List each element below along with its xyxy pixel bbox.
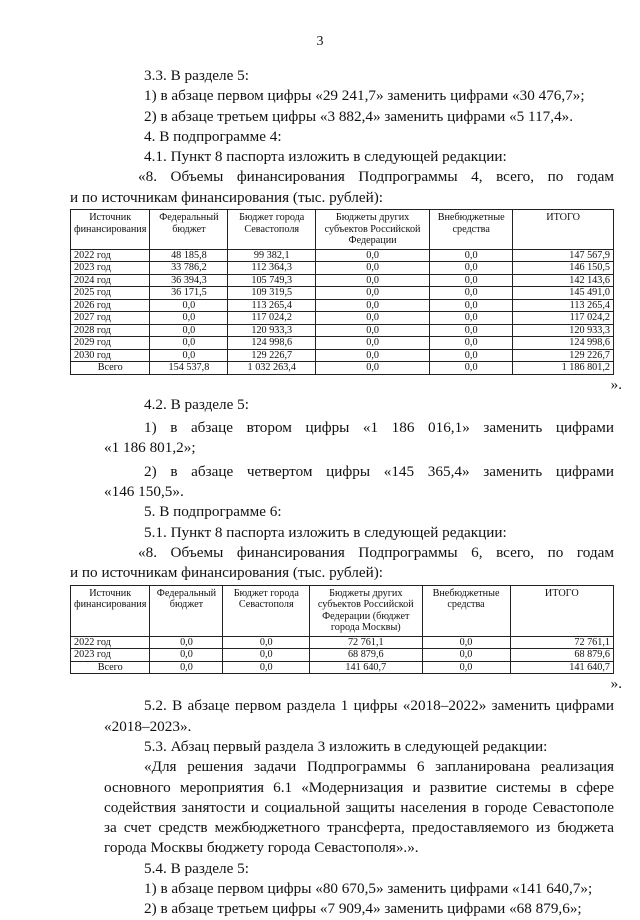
- table-cell: 1 186 801,2: [513, 362, 614, 375]
- table-cell: 124 998,6: [228, 337, 316, 350]
- section-4-2-item-2-cont: «146 150,5».: [104, 483, 184, 501]
- table-cell: 0,0: [150, 661, 223, 674]
- table2-caption-line2: и по источникам финансирования (тыс. рублей):: [70, 564, 384, 582]
- table-row: [71, 349, 614, 362]
- table-cell: 0,0: [150, 649, 223, 662]
- table-cell: 0,0: [223, 649, 310, 662]
- table-cell: 109 319,5: [228, 287, 316, 300]
- table-cell: 0,0: [316, 337, 430, 350]
- section-5-3-quote: «Для решения задачи Подпрограммы 6 запланирована реализация основного мероприятия 6.1 «Модернизация и развитие системы в сфере содействия занятости и социальной защиты населения в городе Севастополе за счет средств межбюджетного трансферта, предоставляемого из бюджета города Москвы бюджету города Севастополя».».: [104, 758, 614, 857]
- table-cell: 0,0: [316, 249, 430, 262]
- table-row: [71, 274, 614, 287]
- table-cell: 1 032 263,4: [228, 362, 316, 375]
- table-cell: 2027 год: [71, 312, 150, 325]
- funding-table-subprogram-6: [70, 585, 614, 675]
- table-cell: 2023 год: [71, 262, 150, 275]
- section-4-2-item-1: 1) в абзаце втором цифры «1 186 016,1» заменить цифрами: [144, 419, 614, 437]
- table-cell: 72 761,1: [510, 636, 613, 649]
- table-cell: 0,0: [223, 636, 310, 649]
- table-row: [71, 287, 614, 300]
- table-cell: 72 761,1: [310, 636, 422, 649]
- table-cell: 0,0: [150, 299, 228, 312]
- section-4-2: 4.2. В разделе 5:: [144, 395, 249, 413]
- table-header-cell: Бюджеты других субъектов Российской Федерации (бюджет города Москвы): [310, 585, 422, 636]
- table-cell: 0,0: [316, 349, 430, 362]
- document-body: [70, 66, 622, 920]
- table-row: [71, 636, 614, 649]
- table-cell: 124 998,6: [513, 337, 614, 350]
- table-cell: 99 382,1: [228, 249, 316, 262]
- page-number: 3: [316, 34, 324, 49]
- table-cell: 36 171,5: [150, 287, 228, 300]
- table-cell: 112 364,3: [228, 262, 316, 275]
- table-cell: 2030 год: [71, 349, 150, 362]
- table-cell: 0,0: [223, 661, 310, 674]
- section-4-1: 4.1. Пункт 8 паспорта изложить в следующей редакции:: [144, 148, 507, 166]
- table-cell: 0,0: [316, 287, 430, 300]
- section-3-3-item-2: 2) в абзаце третьем цифры «3 882,4» заменить цифрами «5 117,4».: [144, 107, 574, 125]
- table-cell: 0,0: [430, 274, 513, 287]
- table-header-cell: ИТОГО: [510, 585, 613, 636]
- table-cell: 0,0: [430, 337, 513, 350]
- table-cell: 0,0: [150, 337, 228, 350]
- table-cell: 68 879,6: [310, 649, 422, 662]
- table-cell: 33 786,2: [150, 262, 228, 275]
- table-cell: 113 265,4: [513, 299, 614, 312]
- table-cell: 0,0: [422, 649, 510, 662]
- table-header-cell: Бюджет города Севастополя: [223, 585, 310, 636]
- table-cell: 129 226,7: [228, 349, 316, 362]
- section-5-2: 5.2. В абзаце первом раздела 1 цифры «2018–2022» заменить цифрами «2018–2023».: [104, 697, 614, 735]
- table-cell: 2029 год: [71, 337, 150, 350]
- table-cell: 0,0: [430, 312, 513, 325]
- table-cell: 147 567,9: [513, 249, 614, 262]
- table-cell: Всего: [71, 661, 150, 674]
- table-cell: 154 537,8: [150, 362, 228, 375]
- section-5: 5. В подпрограмме 6:: [144, 503, 282, 521]
- table-cell: 0,0: [430, 362, 513, 375]
- table-header-cell: Бюджет города Севастополя: [228, 210, 316, 250]
- funding-table-subprogram-4: [70, 209, 614, 375]
- table-cell: Всего: [71, 362, 150, 375]
- table-header-cell: Федеральный бюджет: [150, 210, 228, 250]
- table-cell: 2022 год: [71, 249, 150, 262]
- section-5-4-item-2: 2) в абзаце третьем цифры «7 909,4» заменить цифрами «68 879,6»;: [144, 900, 582, 918]
- table-cell: 2023 год: [71, 649, 150, 662]
- table-cell: 0,0: [150, 349, 228, 362]
- table-cell: 0,0: [316, 274, 430, 287]
- table1-caption-line1: «8. Объемы финансирования Подпрограммы 4, всего, по годам: [138, 168, 614, 186]
- table-cell: 0,0: [430, 262, 513, 275]
- table-cell: 2022 год: [71, 636, 150, 649]
- table-cell: 0,0: [316, 312, 430, 325]
- table-header-row: [71, 585, 614, 636]
- table-row: [71, 249, 614, 262]
- table-cell: 0,0: [150, 324, 228, 337]
- table-cell: 120 933,3: [513, 324, 614, 337]
- table-cell: 0,0: [422, 661, 510, 674]
- table-cell: 117 024,2: [228, 312, 316, 325]
- table-cell: 0,0: [316, 324, 430, 337]
- table-cell: 0,0: [430, 249, 513, 262]
- section-3-3-item-1: 1) в абзаце первом цифры «29 241,7» заменить цифрами «30 476,7»;: [144, 87, 585, 105]
- table-row: [71, 312, 614, 325]
- table-cell: 141 640,7: [510, 661, 613, 674]
- table-header-cell: Источник финансирования: [71, 210, 150, 250]
- section-5-4: 5.4. В разделе 5:: [144, 859, 249, 877]
- section-5-4-item-1: 1) в абзаце первом цифры «80 670,5» заменить цифрами «141 640,7»;: [144, 880, 593, 898]
- table-cell: 0,0: [430, 324, 513, 337]
- table-cell: 0,0: [316, 362, 430, 375]
- table-cell: 113 265,4: [228, 299, 316, 312]
- table-cell: 2024 год: [71, 274, 150, 287]
- table-header-cell: Внебюджетные средства: [422, 585, 510, 636]
- table-row: [71, 262, 614, 275]
- table1-close-mark: ».: [610, 375, 622, 393]
- table-cell: 0,0: [430, 349, 513, 362]
- table-cell: 0,0: [430, 299, 513, 312]
- table-cell: 129 226,7: [513, 349, 614, 362]
- table-cell: 146 150,5: [513, 262, 614, 275]
- table2-caption-line1: «8. Объемы финансирования Подпрограммы 6, всего, по годам: [138, 543, 614, 561]
- table-cell: 0,0: [422, 636, 510, 649]
- table-cell: 0,0: [316, 299, 430, 312]
- table-cell: 0,0: [316, 262, 430, 275]
- table-row: [71, 299, 614, 312]
- table1-caption-line2: и по источникам финансирования (тыс. рублей):: [70, 188, 384, 206]
- table-cell: 117 024,2: [513, 312, 614, 325]
- table-header-cell: Федеральный бюджет: [150, 585, 223, 636]
- table-cell: 0,0: [150, 312, 228, 325]
- table-header-cell: Бюджеты других субъектов Российской Федерации: [316, 210, 430, 250]
- table-header-cell: ИТОГО: [513, 210, 614, 250]
- section-4: 4. В подпрограмме 4:: [144, 127, 282, 145]
- table2-close-mark: ».: [610, 675, 622, 693]
- table-cell: 48 185,8: [150, 249, 228, 262]
- table-cell: 105 749,3: [228, 274, 316, 287]
- table-cell: 0,0: [150, 636, 223, 649]
- table-cell: 145 491,0: [513, 287, 614, 300]
- table-cell: 0,0: [430, 287, 513, 300]
- table-cell: 120 933,3: [228, 324, 316, 337]
- table-cell: 68 879,6: [510, 649, 613, 662]
- section-4-2-item-2: 2) в абзаце четвертом цифры «145 365,4» заменить цифрами: [144, 462, 614, 480]
- table-row: [71, 649, 614, 662]
- section-5-1: 5.1. Пункт 8 паспорта изложить в следующей редакции:: [144, 523, 507, 541]
- section-3-3: 3.3. В разделе 5:: [144, 67, 249, 84]
- table-cell: 36 394,3: [150, 274, 228, 287]
- table-cell: 141 640,7: [310, 661, 422, 674]
- table-header-cell: Внебюджетные средства: [430, 210, 513, 250]
- table-row: [71, 661, 614, 674]
- section-5-3: 5.3. Абзац первый раздела 3 изложить в следующей редакции:: [144, 737, 548, 755]
- table-row: [71, 324, 614, 337]
- section-4-2-item-1-cont: «1 186 801,2»;: [104, 439, 196, 457]
- table-cell: 2026 год: [71, 299, 150, 312]
- table-cell: 2025 год: [71, 287, 150, 300]
- table-cell: 2028 год: [71, 324, 150, 337]
- table-row: [71, 337, 614, 350]
- table-cell: 142 143,6: [513, 274, 614, 287]
- table-header-row: [71, 210, 614, 250]
- table-header-cell: Источник финансирования: [71, 585, 150, 636]
- table-row: [71, 362, 614, 375]
